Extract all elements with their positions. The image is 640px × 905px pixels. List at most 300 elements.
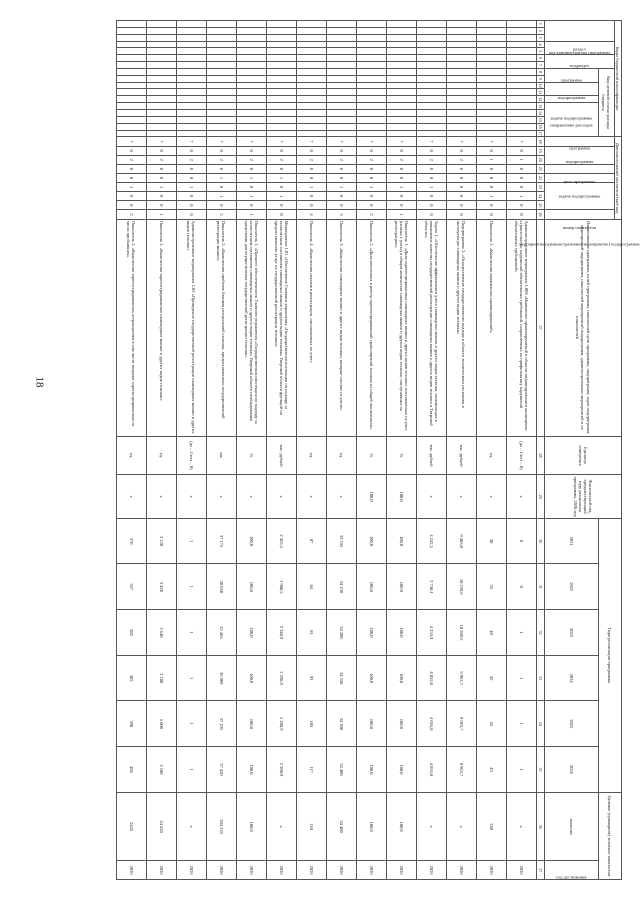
year-value-cell: 30 <box>476 518 506 564</box>
target-year-cell: 2026 <box>416 861 446 880</box>
code-cell <box>506 21 536 28</box>
code-cell <box>476 82 506 89</box>
code-cell <box>236 62 266 69</box>
code-cell <box>356 96 386 103</box>
name-cell: Показатель 2. «Доля внесенных в реестр зарегистрированной транспортной техники от общей численности» <box>356 219 386 436</box>
target-year-cell: 2026 <box>266 861 296 880</box>
code-subprogram-header: подпрограмма <box>544 82 598 96</box>
target-year-cell: 2026 <box>236 861 266 880</box>
column-number: 23 <box>536 183 544 192</box>
table-row <box>476 21 506 880</box>
code-cell: 0 <box>206 146 236 155</box>
code-cell: 7 <box>236 137 266 146</box>
year-value-cell: 45 <box>476 655 506 701</box>
actual-value-cell: х <box>236 475 266 518</box>
code-cell <box>206 48 236 55</box>
code-cell: 1 <box>146 183 176 192</box>
column-number: 19 <box>536 146 544 155</box>
add-task-header: задача подпрограммы <box>544 173 614 182</box>
year-value-cell: 100,0 <box>236 518 266 564</box>
code-cell <box>206 130 236 137</box>
code-cell <box>356 27 386 34</box>
target-value-cell: 204 235 <box>206 792 236 861</box>
code-cell <box>356 75 386 82</box>
target-year-cell: 2026 <box>506 861 536 880</box>
code-cell <box>326 123 356 130</box>
code-cell <box>236 75 266 82</box>
actual-value-header: Фактический год, предшествующий году реализации программы, 2020 год <box>544 475 621 518</box>
code-cell: 0 <box>356 164 386 173</box>
year-value-cell: 1 <box>506 747 536 793</box>
column-number: 16 <box>537 124 543 129</box>
code-cell <box>386 89 416 96</box>
code-cell <box>266 89 296 96</box>
code-cell <box>506 41 536 48</box>
code-cell: 0 <box>116 201 146 210</box>
program-table <box>116 20 640 880</box>
code-cell <box>176 34 206 41</box>
year-value-cell: 3 100 <box>146 655 176 701</box>
code-cell <box>206 82 236 89</box>
code-cell <box>236 68 266 75</box>
code-cell: 0 <box>356 201 386 210</box>
year-value-cell: 382 <box>116 610 146 656</box>
year-value-cell: 1 988,5 <box>266 564 296 610</box>
code-cell: 2 <box>446 155 476 164</box>
year-value-cell: 1 <box>176 655 206 701</box>
code-cell <box>116 68 146 75</box>
code-cell <box>116 55 146 62</box>
code-cell: 1 <box>506 155 536 164</box>
code-cell <box>116 96 146 103</box>
code-cell <box>386 116 416 123</box>
code-cell <box>296 89 326 96</box>
code-cell <box>236 130 266 137</box>
code-cell <box>356 62 386 69</box>
target-year-cell: 2026 <box>116 861 146 880</box>
code-cell <box>476 123 506 130</box>
actual-value-cell: х <box>146 475 176 518</box>
code-cell <box>146 116 176 123</box>
actual-value-cell: 100,0 <box>386 475 416 518</box>
code-cell <box>146 27 176 34</box>
actual-value-cell: х <box>266 475 296 518</box>
year-value-cell: 3 750,4 <box>416 564 446 610</box>
code-cell <box>296 82 326 89</box>
code-cell <box>146 103 176 110</box>
year-value-cell: 382 <box>116 655 146 701</box>
code-cell <box>416 41 446 48</box>
target-year-cell: 2026 <box>476 861 506 880</box>
table-row <box>386 21 416 880</box>
year-value-cell: 34 150 <box>326 564 356 610</box>
code-cell <box>386 130 416 137</box>
code-cell: 0 <box>236 164 266 173</box>
year-value-cell: 100,0 <box>356 655 386 701</box>
year-value-cell: 9 963,7 <box>446 655 476 701</box>
code-cell <box>326 82 356 89</box>
code-cell <box>266 48 296 55</box>
table-body <box>116 21 544 880</box>
code-cell: 0 <box>266 164 296 173</box>
code-cell <box>416 109 446 116</box>
code-cell <box>176 82 206 89</box>
year-value-cell: 100,0 <box>356 564 386 610</box>
code-cell <box>296 34 326 41</box>
name-cell: Задача 1. «Обеспечение эффективного учета самоходных машин и других видов техники, оптимизация и повышение качества государственной регистрации самоходных машин и других видов техники в Тверской области» <box>416 219 446 436</box>
unit-cell: тыс. рублей <box>446 436 476 475</box>
code-cell <box>386 109 416 116</box>
code-cell <box>146 34 176 41</box>
code-cell <box>506 55 536 62</box>
year-header: 2026 <box>544 747 598 793</box>
code-cell <box>326 55 356 62</box>
year-value-cell: 87 <box>296 518 326 564</box>
code-cell <box>386 82 416 89</box>
code-cell <box>476 21 506 28</box>
actual-value-cell: х <box>416 475 446 518</box>
code-cell <box>356 103 386 110</box>
actual-value-cell: х <box>116 475 146 518</box>
year-value-cell: 100,0 <box>386 518 416 564</box>
code-cell: 0 <box>416 192 446 201</box>
column-number: 14 <box>537 110 543 115</box>
code-cell <box>476 130 506 137</box>
year-header: 2023 <box>544 610 598 656</box>
code-cell <box>506 62 536 69</box>
column-number: 4 <box>536 41 544 48</box>
year-value-cell: 9 963,7 <box>446 747 476 793</box>
code-cell <box>446 116 476 123</box>
code-cell <box>296 68 326 75</box>
target-article-header: Код целевой статьи расхода бюджета <box>598 68 614 137</box>
code-cell: 0 <box>296 192 326 201</box>
year-value-cell: 117 <box>296 747 326 793</box>
code-cell <box>176 48 206 55</box>
year-value-cell: 2 348,9 <box>266 610 296 656</box>
code-cell: 1 <box>236 192 266 201</box>
code-cell <box>176 27 206 34</box>
code-cell <box>386 27 416 34</box>
code-cell <box>326 34 356 41</box>
code-cell: 0 <box>326 192 356 201</box>
code-cell: 7 <box>326 137 356 146</box>
code-cell <box>296 55 326 62</box>
target-year-cell: 2026 <box>386 861 416 880</box>
code-cell: 0 <box>296 146 326 155</box>
unit-cell: ед. <box>146 436 176 475</box>
code-cell <box>386 62 416 69</box>
code-cell: 0 <box>386 201 416 210</box>
year-value-cell: 100,0 <box>236 701 266 747</box>
year-value-cell: 84 <box>296 564 326 610</box>
target-year-cell: 2026 <box>356 861 386 880</box>
year-value-cell: 37 175 <box>206 518 236 564</box>
code-cell <box>176 68 206 75</box>
code-cell <box>266 27 296 34</box>
code-cell: 7 <box>506 137 536 146</box>
code-cell <box>446 75 476 82</box>
code-cell: 1 <box>176 183 206 192</box>
code-cell: 7 <box>206 137 236 146</box>
column-number: 12 <box>537 97 543 102</box>
code-cell <box>266 34 296 41</box>
unit-cell: (да – 1/нет – 0) <box>176 436 206 475</box>
code-cell <box>446 21 476 28</box>
add-goal-header: цель программы <box>544 164 614 173</box>
code-cell <box>296 48 326 55</box>
code-cell <box>236 123 266 130</box>
column-number: 13 <box>537 104 543 109</box>
code-cell <box>446 96 476 103</box>
code-cell <box>506 89 536 96</box>
target-year-header: год достижения <box>544 861 598 880</box>
year-value-cell: 4 242,5 <box>416 518 446 564</box>
code-cell: 7 <box>416 137 446 146</box>
code-cell <box>146 41 176 48</box>
column-number: 34 <box>536 701 544 747</box>
code-cell <box>476 109 506 116</box>
code-cell <box>236 21 266 28</box>
code-cell: 0 <box>326 173 356 182</box>
column-number: 3 <box>536 34 544 41</box>
code-cell: 0 <box>416 146 446 155</box>
unit-cell: % <box>356 436 386 475</box>
code-cell: 1 <box>116 183 146 192</box>
code-cell: 0 <box>446 173 476 182</box>
code-cell <box>176 75 206 82</box>
code-cell <box>146 75 176 82</box>
name-cell: Мероприятие 1.01 «Обеспечение Главного управления «Государственная инспекция по надзору за техническим состоянием самоходных машин и других видов техники» Тверской области функций по предоставлению услуг по государственной регистрации техники» <box>266 219 296 436</box>
code-cell: 0 <box>206 183 236 192</box>
year-value-cell: 1 <box>506 701 536 747</box>
code-cell <box>476 96 506 103</box>
code-cell <box>506 82 536 89</box>
year-value-cell: 1 <box>506 610 536 656</box>
code-cell <box>326 21 356 28</box>
code-cell: 7 <box>476 137 506 146</box>
code-cell <box>476 27 506 34</box>
code-cell <box>446 130 476 137</box>
code-cell: 0 <box>266 183 296 192</box>
table-row <box>506 21 536 880</box>
code-cell: 0 <box>446 201 476 210</box>
code-cell <box>206 75 236 82</box>
code-cell <box>506 75 536 82</box>
code-cell <box>236 82 266 89</box>
code-cell <box>116 116 146 123</box>
target-value-cell: 240 <box>476 792 506 861</box>
year-value-cell: 3 100 <box>146 747 176 793</box>
code-cell: 7 <box>386 137 416 146</box>
column-number: 1 <box>536 21 544 28</box>
name-cell: Показатель 4. «Количество отказов в регистрации, поставленных на учет» <box>296 219 326 436</box>
code-cell <box>176 116 206 123</box>
code-cell <box>356 21 386 28</box>
program-table-sheet <box>87 20 640 880</box>
column-number: 17 <box>537 131 543 136</box>
code-cell <box>356 68 386 75</box>
code-cell <box>356 123 386 130</box>
year-value-cell: 100,0 <box>236 747 266 793</box>
code-cell <box>386 21 416 28</box>
code-cell: 0 <box>506 146 536 155</box>
year-value-cell: 10 289,6 <box>446 610 476 656</box>
section-header: раздел <box>544 41 614 55</box>
code-cell <box>206 27 236 34</box>
code-cell <box>116 48 146 55</box>
code-cell: 0 <box>386 173 416 182</box>
additional-code-header: Дополнительный аналитический код <box>614 137 621 219</box>
code-cell <box>236 34 266 41</box>
code-cell: 0 <box>446 192 476 201</box>
code-cell <box>446 48 476 55</box>
target-value-header: значение <box>544 792 598 861</box>
code-cell <box>146 123 176 130</box>
code-cell <box>506 96 536 103</box>
year-header: 2024 <box>544 655 598 701</box>
code-cell <box>116 21 146 28</box>
code-cell: 1 <box>236 173 266 182</box>
code-cell <box>296 109 326 116</box>
year-value-cell: 398 <box>116 701 146 747</box>
code-cell: 0 <box>176 201 206 210</box>
code-cell: 0 <box>176 173 206 182</box>
actual-value-cell: х <box>476 475 506 518</box>
code-cell <box>476 34 506 41</box>
code-cell: 2 <box>296 155 326 164</box>
code-cell <box>296 21 326 28</box>
code-cell <box>356 130 386 137</box>
code-cell: 0 <box>176 164 206 173</box>
code-cell <box>446 89 476 96</box>
code-cell <box>116 130 146 137</box>
code-cell <box>296 62 326 69</box>
year-value-cell: 35 485 <box>206 610 236 656</box>
code-cell <box>116 82 146 89</box>
year-value-cell: 9 485,0 <box>446 518 476 564</box>
code-program-header: программа <box>544 68 598 82</box>
code-cell <box>356 82 386 89</box>
code-cell <box>206 55 236 62</box>
code-cell <box>416 55 446 62</box>
subsection-header: подраздел <box>544 55 614 69</box>
actual-value-cell: х <box>326 475 356 518</box>
code-cell <box>326 27 356 34</box>
code-cell <box>266 62 296 69</box>
year-value-cell: 1 <box>176 610 206 656</box>
code-cell: 0 <box>146 146 176 155</box>
code-cell: 0 <box>416 173 446 182</box>
code-cell: 0 <box>326 146 356 155</box>
year-value-cell: 100,0 <box>356 701 386 747</box>
year-value-cell: 3 120 <box>146 518 176 564</box>
add-program-header: программа <box>544 137 614 146</box>
column-number: 37 <box>536 861 544 880</box>
year-value-cell: 100,0 <box>386 610 416 656</box>
code-cell: 0 <box>326 201 356 210</box>
code-cell <box>476 116 506 123</box>
year-value-cell: 37 195 <box>206 701 236 747</box>
column-number: 2 <box>536 27 544 34</box>
code-cell: 0 <box>476 173 506 182</box>
code-cell <box>416 96 446 103</box>
column-number: 15 <box>537 117 543 122</box>
code-cell: 1 <box>266 192 296 201</box>
code-cell <box>206 62 236 69</box>
year-value-cell: 100,0 <box>386 564 416 610</box>
code-cell <box>176 96 206 103</box>
admin-code-header: код администратора программы <box>544 21 614 42</box>
column-number: 29 <box>536 475 544 518</box>
name-cell: Показатель 2. «Количество зарегистрированных аттракционов в том числе впервые зарегистрированных от числа прибывших» <box>116 219 146 436</box>
table-row <box>266 21 296 880</box>
column-number: 33 <box>536 655 544 701</box>
code-cell: 7 <box>146 137 176 146</box>
code-cell <box>146 82 176 89</box>
code-cell: 4 <box>296 210 326 219</box>
table-row <box>446 21 476 880</box>
code-cell: 0 <box>506 183 536 192</box>
name-cell: Административное мероприятие 1.006 «Выявление правонарушений в области индивидуального жилищного строительства, нарушений обязательных требований, направленных на профилактику нарушений обязательных требований» <box>506 219 536 436</box>
code-cell <box>326 96 356 103</box>
code-cell <box>266 41 296 48</box>
code-cell <box>446 62 476 69</box>
code-cell <box>236 27 266 34</box>
code-cell <box>296 75 326 82</box>
year-value-cell: 100,0 <box>236 655 266 701</box>
code-cell: 1 <box>476 155 506 164</box>
code-cell: 0 <box>296 164 326 173</box>
code-cell <box>236 89 266 96</box>
code-cell <box>326 89 356 96</box>
code-cell: 0 <box>416 164 446 173</box>
code-cell <box>296 103 326 110</box>
table-row <box>296 21 326 880</box>
code-cell: 2 <box>146 155 176 164</box>
year-header: 2021 <box>544 518 598 564</box>
unit-cell: % <box>236 436 266 475</box>
add-measure-header: мероприятие (административное мероприятие) подпрограммы <box>544 183 614 210</box>
code-direction-header: направление расходов <box>544 103 598 137</box>
code-cell <box>476 48 506 55</box>
code-cell <box>236 103 266 110</box>
column-number: 9 <box>536 75 544 82</box>
code-cell: 2 <box>206 155 236 164</box>
table-row <box>356 21 386 880</box>
code-cell: 0 <box>386 164 416 173</box>
year-value-cell: 36 909 <box>206 655 236 701</box>
target-year-cell: 2026 <box>146 861 176 880</box>
code-cell: 2 <box>236 155 266 164</box>
code-cell <box>176 130 206 137</box>
code-cell <box>176 109 206 116</box>
code-cell <box>326 103 356 110</box>
target-value-cell: 110 <box>296 792 326 861</box>
unit-cell: ед. <box>116 436 146 475</box>
target-year-cell: 2026 <box>296 861 326 880</box>
year-value-cell: 1 <box>176 564 206 610</box>
code-cell: 0 <box>236 201 266 210</box>
column-number: 24 <box>536 192 544 201</box>
code-cell <box>506 103 536 110</box>
year-value-cell: 45 <box>476 747 506 793</box>
unit-header: Единица измерения <box>544 436 621 475</box>
code-cell <box>146 109 176 116</box>
code-cell <box>146 96 176 103</box>
code-cell <box>266 55 296 62</box>
code-cell <box>476 75 506 82</box>
